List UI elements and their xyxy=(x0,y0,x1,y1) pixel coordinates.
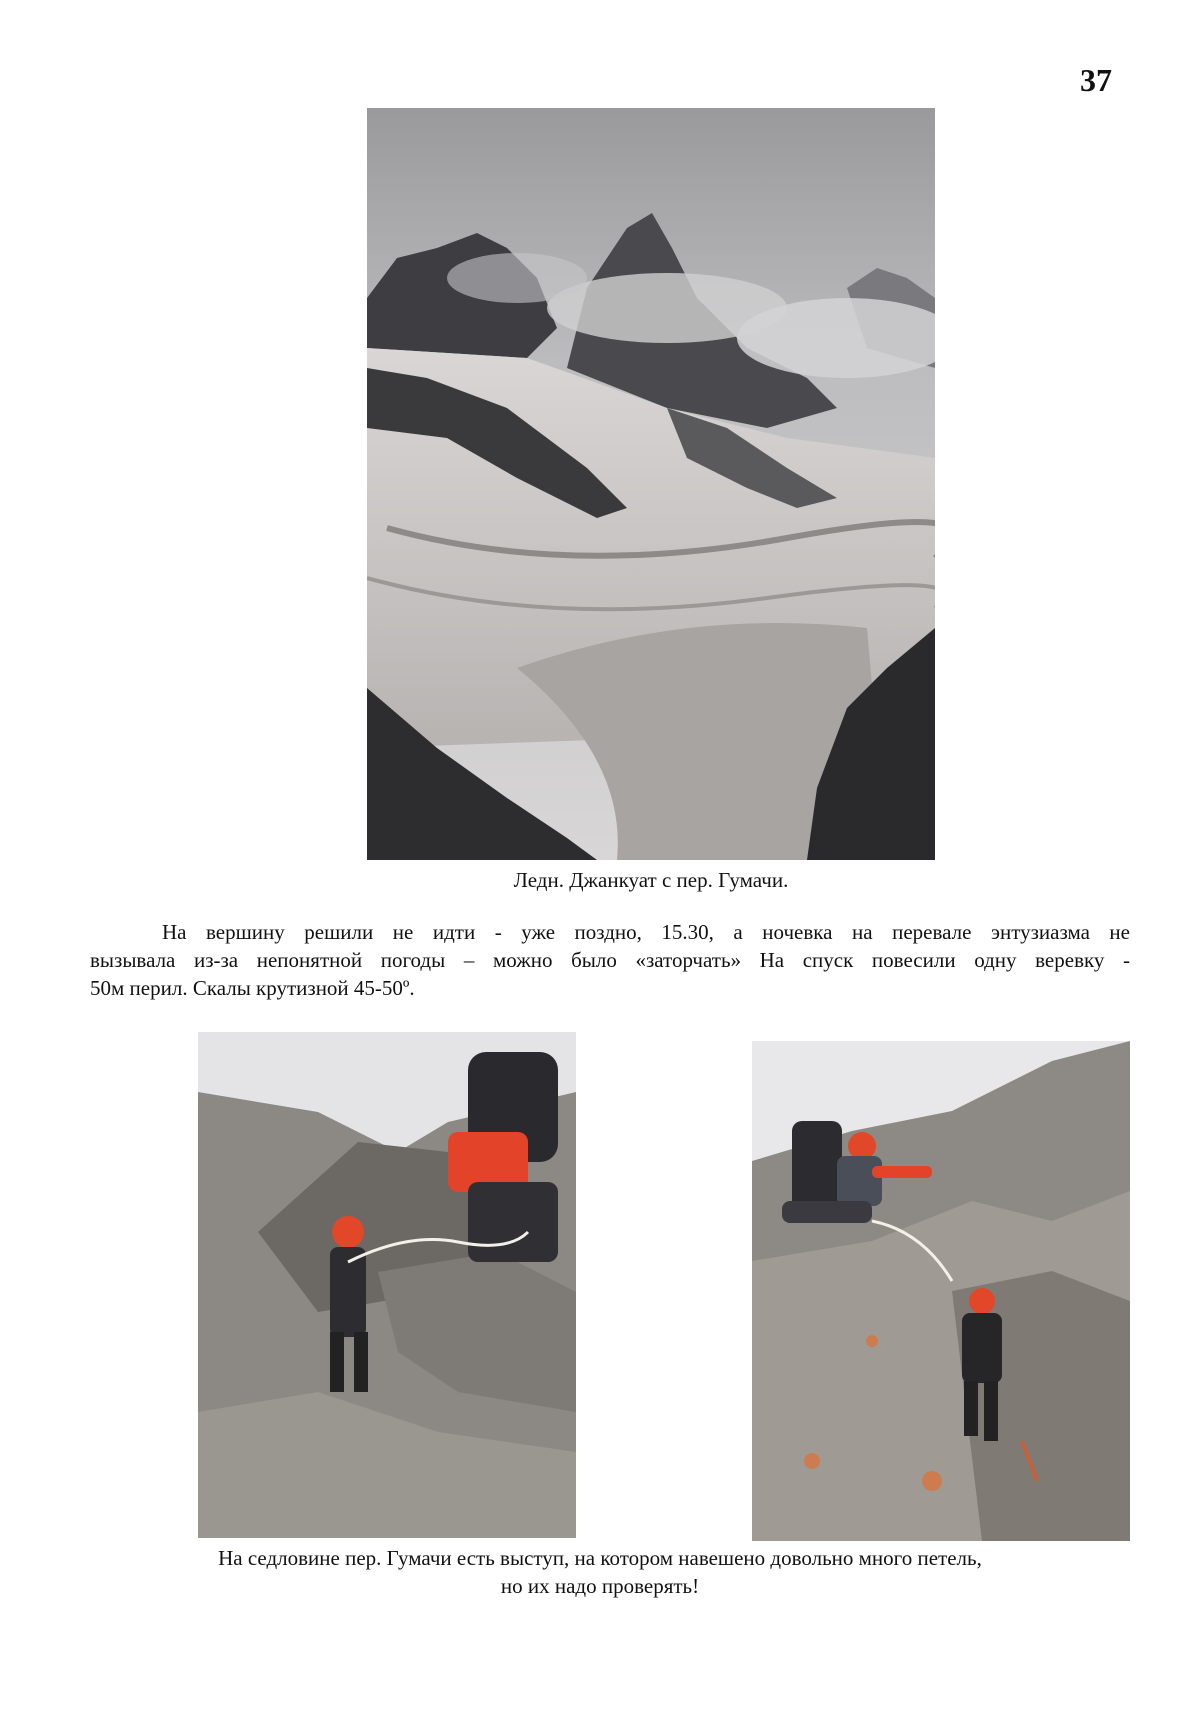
climbers-caption-line-2: но их надо проверять! xyxy=(500,1574,700,1598)
body-line-2: вызывала из-за непонятной погоды – можно было «заторчать» На спуск повесили одну веревку - xyxy=(90,948,1130,972)
climbers-right-photo xyxy=(752,1041,1130,1541)
page-number: 37 xyxy=(1080,62,1112,98)
climbers-caption-line-1: На седловине пер. Гумачи есть выступ, на котором навешено довольно много петель, xyxy=(218,1546,982,1570)
climbers-left-image xyxy=(198,1032,576,1538)
body-line-1: На вершину решили не идти - уже поздно, 15.30, а ночевка на перевале энтузиазма не xyxy=(162,920,1130,944)
climbers-right-image xyxy=(752,1041,1130,1541)
climbers-photos-caption xyxy=(120,1544,1080,1600)
glacier-photo-image xyxy=(367,108,935,860)
body-paragraph xyxy=(90,918,1130,1002)
body-line-3: 50м перил. Скалы крутизной 45-50º. xyxy=(90,976,415,1000)
glacier-photo xyxy=(367,108,935,860)
glacier-photo-caption: Ледн. Джанкуат с пер. Гумачи. xyxy=(513,868,789,892)
climbers-left-photo xyxy=(198,1032,576,1538)
